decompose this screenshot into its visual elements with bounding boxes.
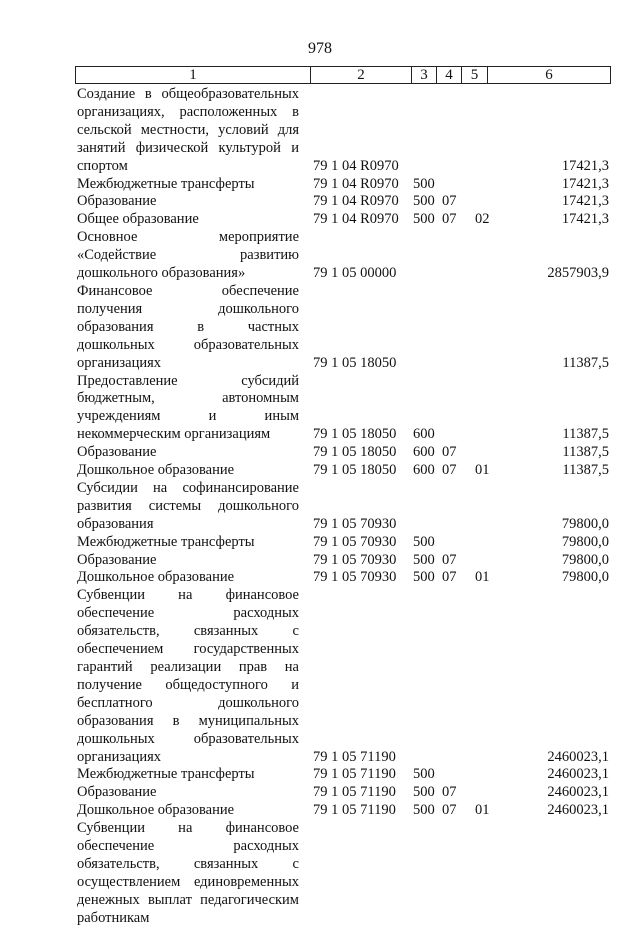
row-section: 07 bbox=[442, 211, 457, 228]
row-section: 07 bbox=[442, 462, 457, 479]
row-group: 500 bbox=[413, 784, 435, 801]
row-name: Субсидии на софинансирование развития системы дошкольного образования bbox=[77, 479, 299, 532]
row-code: 79 1 05 71190 bbox=[313, 784, 396, 801]
row-subsection: 01 bbox=[475, 462, 490, 479]
row-section: 07 bbox=[442, 444, 457, 461]
table-row bbox=[77, 766, 611, 784]
row-code: 79 1 05 71190 bbox=[313, 766, 396, 783]
row-code: 79 1 05 71190 bbox=[313, 802, 396, 819]
row-name: Образование bbox=[77, 551, 157, 568]
table-row bbox=[77, 802, 611, 820]
row-sum: 11387,5 bbox=[562, 426, 609, 443]
row-sum: 17421,3 bbox=[561, 211, 609, 228]
column-header-4: 4 bbox=[437, 67, 462, 83]
row-code: 79 1 05 18050 bbox=[313, 426, 397, 443]
page-number: 978 bbox=[308, 40, 332, 57]
row-code: 79 1 05 70930 bbox=[313, 533, 397, 550]
row-subsection: 01 bbox=[475, 802, 490, 819]
table-header bbox=[75, 66, 611, 84]
row-code: 79 1 05 18050 bbox=[313, 462, 397, 479]
row-sum: 2857903,9 bbox=[547, 265, 609, 282]
row-group: 500 bbox=[413, 569, 435, 586]
row-sum: 79800,0 bbox=[561, 569, 609, 586]
row-section: 07 bbox=[442, 193, 457, 210]
table-row bbox=[77, 176, 611, 194]
row-name: Субвенции на финансовое обеспечение расходных обязательств, связанных с обеспечением государственных гарантий реализации прав на получение общедоступного и бесплатного дошкольного образования в муниципальных дошкольных образовательных организациях bbox=[77, 587, 299, 765]
row-section: 07 bbox=[442, 802, 457, 819]
budget-table-body bbox=[77, 86, 611, 928]
row-sum: 11387,5 bbox=[562, 444, 609, 461]
table-row bbox=[77, 444, 611, 462]
row-group: 500 bbox=[413, 766, 435, 783]
table-row bbox=[77, 784, 611, 802]
table-row bbox=[77, 462, 611, 480]
row-code: 79 1 04 R0970 bbox=[313, 157, 399, 174]
row-subsection: 02 bbox=[475, 211, 490, 228]
column-header-6: 6 bbox=[545, 67, 553, 83]
row-group: 600 bbox=[413, 462, 435, 479]
row-code: 79 1 05 18050 bbox=[313, 444, 397, 461]
table-row bbox=[77, 193, 611, 211]
row-name: Межбюджетные трансферты bbox=[77, 766, 255, 783]
row-sum: 11387,5 bbox=[562, 462, 609, 479]
row-name: Дошкольное образование bbox=[77, 462, 235, 479]
row-name: Межбюджетные трансферты bbox=[77, 175, 255, 192]
row-code: 79 1 05 70930 bbox=[313, 569, 397, 586]
row-code: 79 1 04 R0970 bbox=[313, 193, 399, 210]
column-header-5: 5 bbox=[462, 67, 488, 83]
column-header-1: 1 bbox=[76, 67, 311, 83]
row-code: 79 1 05 18050 bbox=[313, 354, 397, 371]
row-group: 500 bbox=[413, 175, 435, 192]
table-row bbox=[77, 569, 611, 587]
row-name: Дошкольное образование bbox=[77, 802, 235, 819]
row-group: 600 bbox=[413, 444, 435, 461]
row-section: 07 bbox=[442, 569, 457, 586]
row-group: 500 bbox=[413, 211, 435, 228]
row-code: 79 1 05 70930 bbox=[313, 515, 397, 532]
row-sum: 17421,3 bbox=[561, 157, 609, 174]
column-header-3: 3 bbox=[412, 67, 437, 83]
row-sum: 11387,5 bbox=[562, 354, 609, 371]
row-name: Общее образование bbox=[77, 211, 199, 228]
row-name: Финансовое обеспечение получения дошкольного образования в частных дошкольных образовательных организациях bbox=[77, 282, 299, 371]
row-sum: 2460023,1 bbox=[547, 802, 609, 819]
row-name: Образование bbox=[77, 193, 157, 210]
row-group: 500 bbox=[413, 533, 435, 550]
row-group: 500 bbox=[413, 802, 435, 819]
row-code: 79 1 05 70930 bbox=[313, 551, 397, 568]
row-sum: 2460023,1 bbox=[547, 766, 609, 783]
row-name: Основное мероприятие «Содействие развитию дошкольного образования» bbox=[77, 229, 299, 282]
table-row bbox=[77, 552, 611, 570]
table-row bbox=[77, 373, 611, 445]
table-row bbox=[77, 283, 611, 373]
row-name: Предоставление субсидий бюджетным, автономным учреждениям и иным некоммерческим организациям bbox=[77, 372, 299, 443]
row-code: 79 1 04 R0970 bbox=[313, 211, 399, 228]
row-sum: 79800,0 bbox=[561, 533, 609, 550]
row-subsection: 01 bbox=[475, 569, 490, 586]
row-group: 500 bbox=[413, 551, 435, 568]
row-sum: 2460023,1 bbox=[547, 748, 609, 765]
row-name: Субвенции на финансовое обеспечение расходных обязательств, связанных с осуществлением единовременных денежных выплат педагогическим работникам bbox=[77, 820, 299, 926]
row-sum: 79800,0 bbox=[561, 551, 609, 568]
row-code: 79 1 05 71190 bbox=[313, 748, 396, 765]
table-row bbox=[77, 229, 611, 283]
row-sum: 2460023,1 bbox=[547, 784, 609, 801]
row-name: Дошкольное образование bbox=[77, 569, 235, 586]
row-group: 600 bbox=[413, 426, 435, 443]
row-name: Создание в общеобразовательных организациях, расположенных в сельской местности, условий для занятий физической культурой и спортом bbox=[77, 86, 299, 174]
row-code: 79 1 04 R0970 bbox=[313, 175, 399, 192]
table-row bbox=[77, 587, 611, 766]
column-header-2: 2 bbox=[311, 67, 412, 83]
row-name: Межбюджетные трансферты bbox=[77, 533, 255, 550]
row-code: 79 1 05 00000 bbox=[313, 265, 397, 282]
row-section: 07 bbox=[442, 551, 457, 568]
row-name: Образование bbox=[77, 784, 157, 801]
table-row bbox=[77, 86, 611, 176]
row-section: 07 bbox=[442, 784, 457, 801]
row-group: 500 bbox=[413, 193, 435, 210]
table-row bbox=[77, 211, 611, 229]
table-row bbox=[77, 480, 611, 534]
row-name: Образование bbox=[77, 444, 157, 461]
row-sum: 79800,0 bbox=[561, 515, 609, 532]
row-sum: 17421,3 bbox=[561, 193, 609, 210]
row-sum: 17421,3 bbox=[561, 175, 609, 192]
table-row bbox=[77, 534, 611, 552]
table-row bbox=[77, 820, 611, 927]
